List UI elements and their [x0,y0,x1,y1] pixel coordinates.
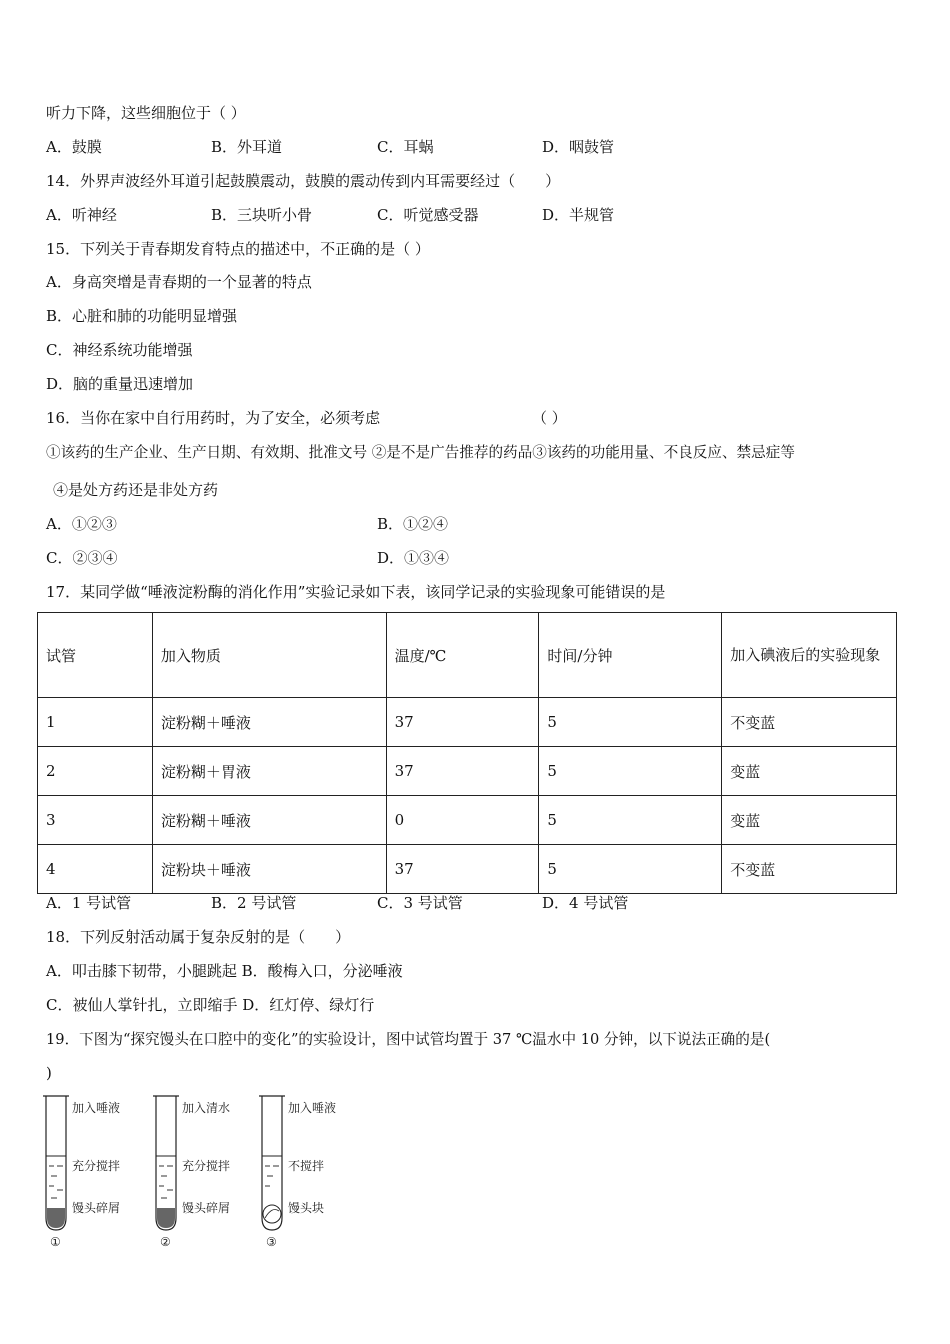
table-cell: 变蓝 [722,796,897,845]
table-cell: 0 [386,796,539,845]
tube-1-bottom-label: 馒头碎屑 [72,1201,121,1215]
table-cell: 37 [386,845,539,894]
q19-stem-end: ) [46,1064,52,1082]
q14-option-a: A．听神经 [46,206,117,224]
tube-2-bottom-label: 馒头碎屑 [182,1201,231,1215]
table-cell: 5 [539,747,722,796]
q16-option-c: C．②③④ [46,549,118,567]
q14-stem: 14．外界声波经外耳道引起鼓膜震动，鼓膜的震动传到内耳需要经过（ ） [46,172,561,190]
table-row [38,796,897,845]
tube-3-top-label: 加入唾液 [288,1101,337,1115]
q13-option-d: D．咽鼓管 [542,138,615,156]
q16-statements: ①该药的生产企业、生产日期、有效期、批准文号 ②是不是广告推荐的药品③该药的功能用量、不良反应、禁忌症等 [46,444,795,461]
table-header: 加入物质 [152,613,386,698]
test-tube-1 [43,1096,69,1230]
q13-option-b: B．外耳道 [211,138,283,156]
q15-stem: 15．下列关于青春期发育特点的描述中，不正确的是（ ） [46,240,430,258]
table-cell: 不变蓝 [722,698,897,747]
q16-stem: 16．当你在家中自行用药时，为了安全，必须考虑 [46,409,381,427]
tube-2-top-label: 加入清水 [182,1101,231,1115]
table-cell: 37 [386,698,539,747]
tube-1-mid-label: 充分搅拌 [72,1159,121,1173]
q16-option-b: B．①②④ [377,515,449,533]
q15-option-a: A．身高突增是青春期的一个显著的特点 [46,273,312,291]
table-header: 温度/℃ [386,613,539,698]
q15-option-c: C．神经系统功能增强 [46,341,193,359]
table-header: 加入碘液后的实验现象 [722,613,897,698]
table-cell: 5 [539,796,722,845]
q14-option-b: B．三块听小骨 [211,206,313,224]
q17-stem: 17．某同学做“唾液淀粉酶的消化作用”实验记录如下表，该同学记录的实验现象可能错误的是 [46,583,666,601]
q17-option-c: C．3 号试管 [377,894,463,912]
q13-option-c: C．耳蜗 [377,138,434,156]
table-header-row [38,613,897,698]
q18-options-row1: A．叩击膝下韧带，小腿跳起 B．酸梅入口，分泌唾液 [46,962,403,980]
table-cell: 不变蓝 [722,845,897,894]
table-cell: 37 [386,747,539,796]
q16-option-d: D．①③④ [377,549,450,567]
table-cell: 1 [38,698,153,747]
table-row [38,845,897,894]
table-cell: 变蓝 [722,747,897,796]
q18-options-row2: C．被仙人掌针扎，立即缩手 D．红灯停、绿灯行 [46,996,375,1014]
table-cell: 淀粉糊＋胃液 [152,747,386,796]
tube-1-top-label: 加入唾液 [72,1101,121,1115]
q15-option-b: B．心脏和肺的功能明显增强 [46,307,238,325]
table-cell: 4 [38,845,153,894]
table-header: 时间/分钟 [539,613,722,698]
tube-1-number: ① [50,1235,61,1249]
tube-2-mid-label: 充分搅拌 [182,1159,231,1173]
table-cell: 2 [38,747,153,796]
table-cell: 淀粉糊＋唾液 [152,796,386,845]
experiment-table [37,612,897,894]
q19-stem: 19．下图为“探究馒头在口腔中的变化”的实验设计，图中试管均置于 37 ℃温水中 10 分钟，以下说法正确的是( [46,1031,771,1048]
table-cell: 淀粉糊＋唾液 [152,698,386,747]
q16-option-a: A．①②③ [46,515,117,533]
tube-3-bottom-label: 馒头块 [288,1201,325,1215]
q14-option-d: D．半规管 [542,206,615,224]
q13-stem-tail: 听力下降，这些细胞位于（ ） [46,104,246,122]
test-tube-3 [259,1096,285,1230]
tube-2-number: ② [160,1235,171,1249]
q16-statement-4: ④是处方药还是非处方药 [53,481,219,499]
q18-stem: 18．下列反射活动属于复杂反射的是（ ） [46,928,351,946]
test-tube-figure [40,1090,370,1250]
q17-option-d: D．4 号试管 [542,894,629,912]
tube-3-number: ③ [266,1235,277,1249]
q17-option-b: B．2 号试管 [211,894,297,912]
q15-option-d: D．脑的重量迅速增加 [46,375,194,393]
q14-option-c: C．听觉感受器 [377,206,479,224]
q17-option-a: A．1 号试管 [46,894,132,912]
table-row [38,698,897,747]
table-header: 试管 [38,613,153,698]
table-row [38,747,897,796]
table-cell: 5 [539,845,722,894]
table-cell: 5 [539,698,722,747]
q16-answer-bracket: （ ） [532,409,567,427]
test-tube-2 [153,1096,179,1230]
table-cell: 3 [38,796,153,845]
q13-option-a: A．鼓膜 [46,138,102,156]
tube-3-mid-label: 不搅拌 [288,1159,325,1173]
table-cell: 淀粉块＋唾液 [152,845,386,894]
